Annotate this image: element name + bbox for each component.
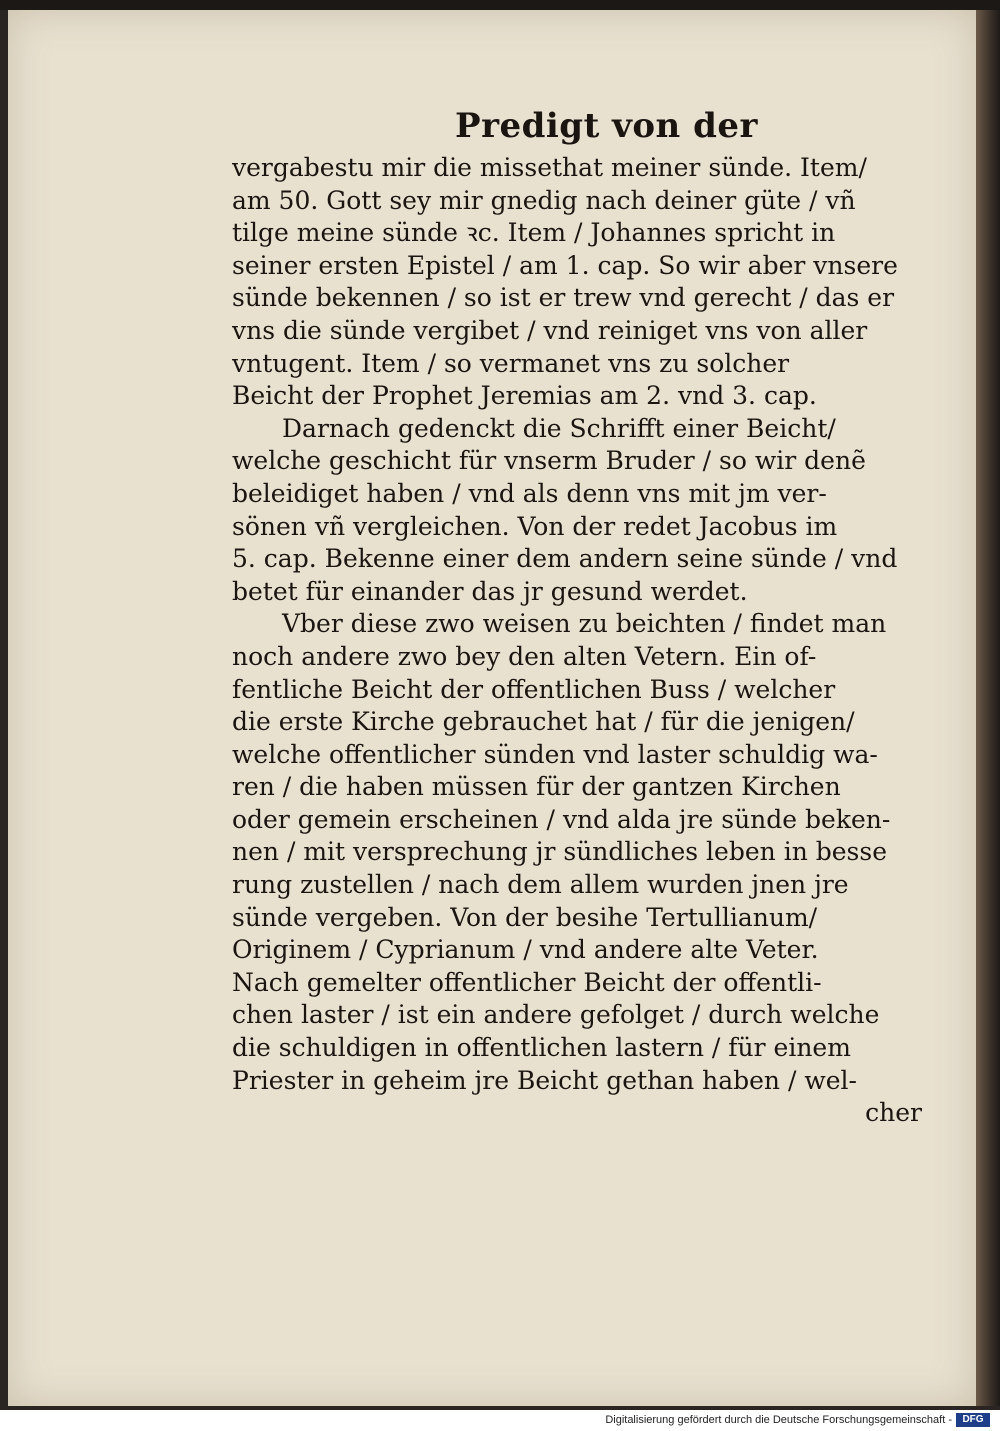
text-line: am 50. Gott sey mir gnedig nach deiner güte / vñ: [232, 185, 856, 215]
text-line: vntugent. Item / so vermanet vns zu solcher: [232, 348, 790, 378]
text-line: beleidiget haben / vnd als denn vns mit jm ver-: [232, 478, 827, 508]
book-spine-edge: [976, 10, 1000, 1406]
text-line: nen / mit versprechung jr sündliches leben in besse: [232, 837, 887, 867]
text-line: welche geschicht für vnserm Bruder / so wir denẽ: [232, 446, 866, 476]
catchword: cher: [865, 1098, 922, 1128]
text-line: welche offentlicher sünden vnd laster schuldig wa-: [232, 739, 878, 769]
text-line: sönen vñ vergleichen. Von der redet Jacobus im: [232, 511, 838, 541]
text-line: sünde bekennen / so ist er trew vnd gerecht / das er: [232, 283, 895, 313]
text-line: Beicht der Prophet Jeremias am 2. vnd 3. cap.: [232, 381, 817, 411]
text-line: Priester in geheim jre Beicht gethan haben / wel-: [232, 1065, 857, 1095]
footer-bar: [0, 1410, 1000, 1431]
text-line: fentliche Beicht der offentlichen Buss / welcher: [232, 674, 836, 704]
body-text: [232, 152, 922, 1130]
text-line: Originem / Cyprianum / vnd andere alte Veter.: [232, 935, 819, 965]
text-line: vergabestu mir die missethat meiner sünde. Item/: [232, 153, 867, 182]
page-header: Predigt von der: [455, 106, 758, 146]
text-line: oder gemein erscheinen / vnd alda jre sünde beken-: [232, 804, 891, 834]
scan-top-edge: [0, 0, 1000, 10]
text-line: noch andere zwo bey den alten Vetern. Ein of-: [232, 641, 817, 671]
text-line: sünde vergeben. Von der besihe Tertullianum/: [232, 902, 818, 932]
text-line: tilge meine sünde ꝛc. Item / Johannes spricht in: [232, 218, 836, 248]
text-line: seiner ersten Epistel / am 1. cap. So wir aber vnsere: [232, 250, 898, 280]
dfg-logo: DFG: [956, 1413, 990, 1427]
text-line: die erste Kirche gebrauchet hat / für die jenigen/: [232, 707, 855, 737]
text-line: betet für einander das jr gesund werdet.: [232, 576, 748, 606]
text-line: vns die sünde vergibet / vnd reiniget vns von aller: [232, 315, 868, 345]
text-line: Darnach gedenckt die Schrifft einer Beicht/: [282, 413, 836, 443]
text-line: 5. cap. Bekenne einer dem andern seine sünde / vnd: [232, 544, 898, 574]
text-line: chen laster / ist ein andere gefolget / durch welche: [232, 1000, 880, 1030]
text-line: Vber diese zwo weisen zu beichten / findet man: [282, 609, 887, 639]
funding-credit: Digitalisierung gefördert durch die Deutsche Forschungsgemeinschaft -: [605, 1414, 952, 1426]
text-line: Nach gemelter offentlicher Beicht der offentli-: [232, 967, 822, 997]
text-line: die schuldigen in offentlichen lastern / für einem: [232, 1033, 851, 1063]
text-line: ren / die haben müssen für der gantzen Kirchen: [232, 772, 841, 802]
text-line: rung zustellen / nach dem allem wurden jnen jre: [232, 870, 849, 900]
